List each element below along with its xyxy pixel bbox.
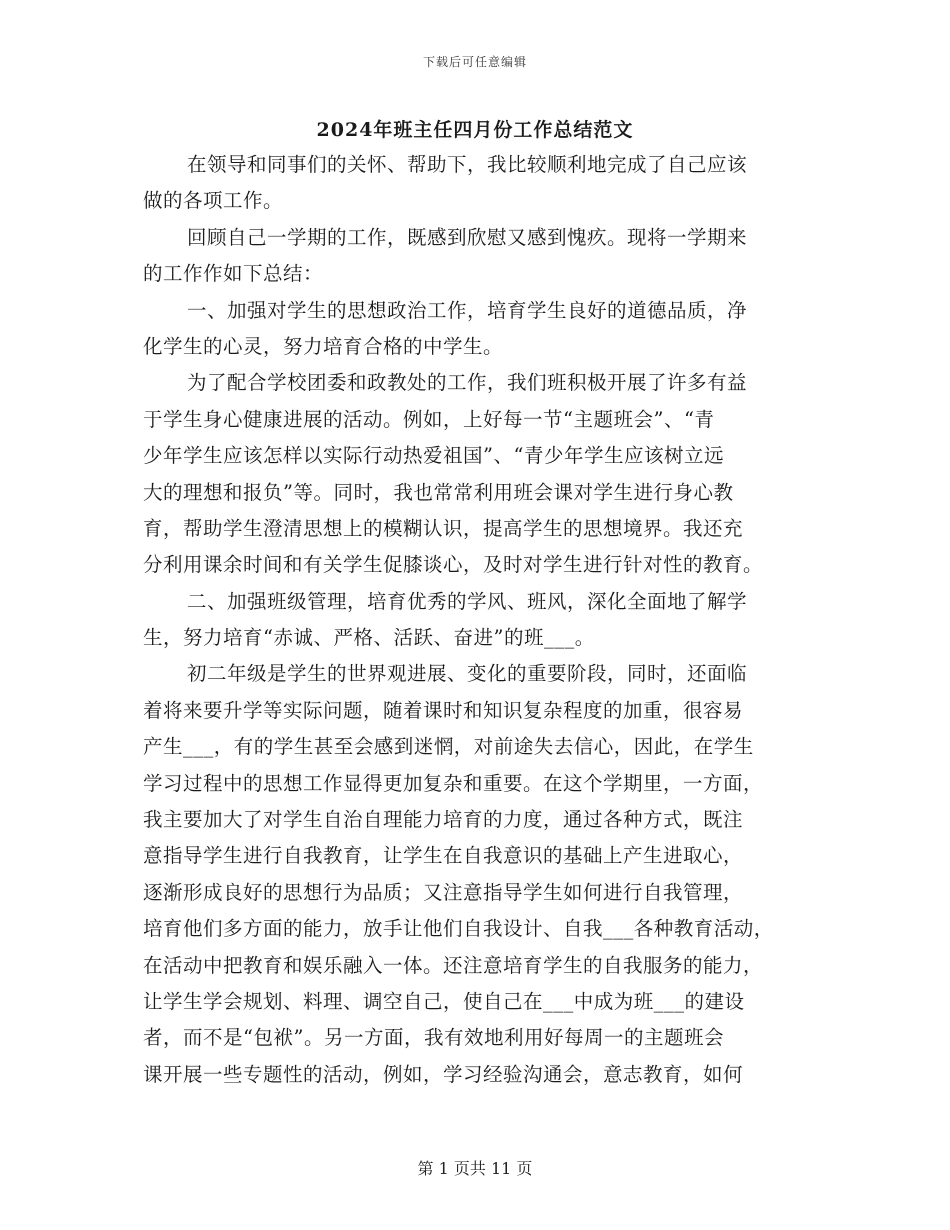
body-line: 在活动中把教育和娱乐融入一体。还注意培育学生的自我服务的能力， (143, 953, 764, 977)
body-line: 化学生的心灵，努力培育合格的中学生。 (143, 334, 504, 358)
document-body (143, 147, 808, 1093)
body-line: 让学生学会规划、料理、调空自己，使自己在___中成为班___的建设 (143, 989, 745, 1013)
body-line: 二、加强班级管理，培育优秀的学风、班风，深化全面地了解学 (187, 589, 748, 613)
body-line: 做的各项工作。 (143, 189, 284, 213)
body-line: 回顾自己一学期的工作，既感到欣慰又感到愧疚。现将一学期来 (187, 225, 748, 249)
body-line: 于学生身心健康进展的活动。例如，上好每一节“主题班会”、“青 (143, 407, 715, 431)
body-line: 生，努力培育“赤诚、严格、活跃、奋进”的班___。 (143, 626, 595, 650)
body-line: 的工作作如下总结： (143, 262, 324, 286)
body-line: 者，而不是“包袱”。另一方面，我有效地利用好每周一的主题班会 (143, 1026, 724, 1050)
body-line: 在领导和同事们的关怀、帮助下，我比较顺利地完成了自己应该 (187, 153, 748, 176)
body-line: 产生___，有的学生甚至会感到迷惘，对前途失去信心，因此，在学生 (143, 735, 754, 759)
body-line: 少年学生应该怎样以实际行动热爱祖国”、“青少年学生应该树立远 (143, 444, 724, 468)
body-line: 为了配合学校团委和政教处的工作，我们班积极开展了许多有益 (187, 371, 748, 395)
body-line: 初二年级是学生的世界观进展、变化的重要阶段，同时，还面临 (187, 662, 748, 686)
body-line: 逐渐形成良好的思想行为品质；又注意指导学生如何进行自我管理， (143, 880, 744, 904)
document-title: 2024年班主任四月份工作总结范文 (316, 119, 634, 141)
page-number-footer: 第 1 页共 11 页 (417, 1159, 533, 1178)
body-line: 意指导学生进行自我教育，让学生在自我意识的基础上产生进取心， (143, 844, 744, 868)
header-note: 下载后可任意编辑 (422, 55, 527, 69)
body-line: 大的理想和报负”等。同时，我也常常利用班会课对学生进行身心教 (143, 480, 734, 504)
body-line: 我主要加大了对学生自治自理能力培育的力度，通过各种方式，既注 (143, 808, 744, 832)
body-line: 分利用课余时间和有关学生促膝谈心，及时对学生进行针对性的教育。 (143, 553, 764, 577)
body-line: 育，帮助学生澄清思想上的模糊认识，提高学生的思想境界。我还充 (143, 516, 744, 540)
body-line: 培育他们多方面的能力，放手让他们自我设计、自我___各种教育活动， (143, 917, 774, 941)
body-line: 课开展一些专题性的活动，例如，学习经验沟通会，意志教育，如何 (143, 1062, 744, 1086)
body-line: 一、加强对学生的思想政治工作，培育学生良好的道德品质，净 (187, 298, 748, 322)
body-line: 着将来要升学等实际问题，随着课时和知识复杂程度的加重，很容易 (143, 698, 744, 722)
body-line: 学习过程中的思想工作显得更加复杂和重要。在这个学期里，一方面， (143, 771, 764, 795)
